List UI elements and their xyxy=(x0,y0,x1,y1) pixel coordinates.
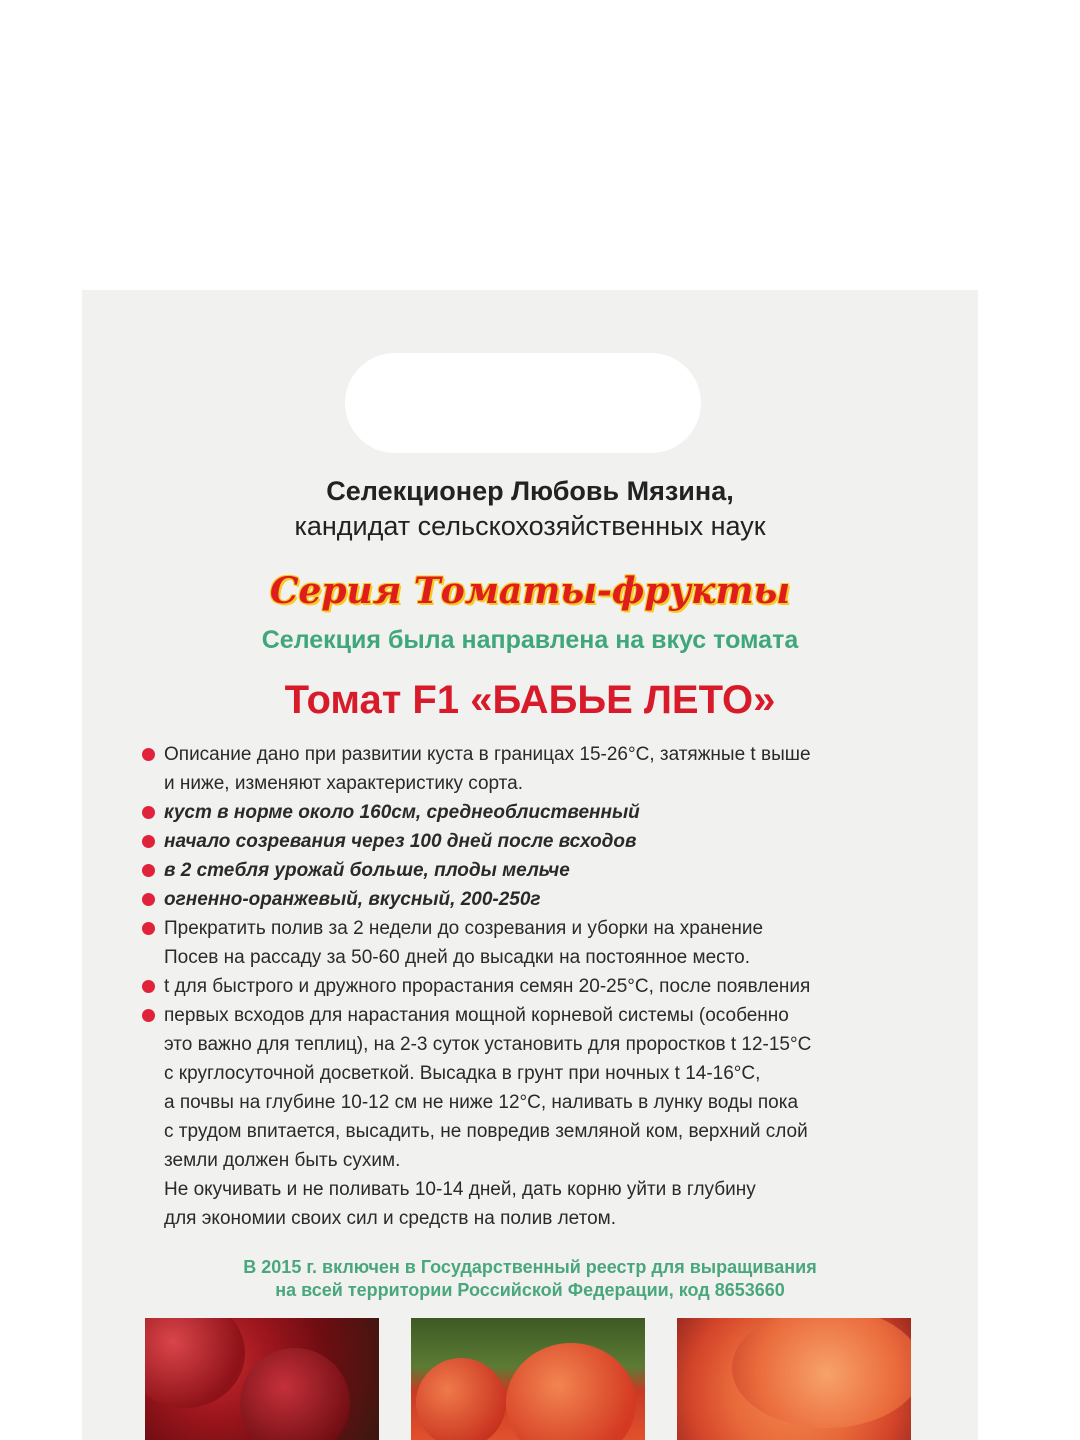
description-line xyxy=(140,798,940,827)
description-line xyxy=(140,1117,940,1146)
bullet-dot-icon xyxy=(142,864,155,877)
description-line-text: Посев на рассаду за 50-60 дней до высадки на постоянное место. xyxy=(164,947,750,968)
description-line xyxy=(140,943,940,972)
description-line-text: Прекратить полив за 2 недели до созревания и уборки на хранение xyxy=(164,918,764,939)
description-line xyxy=(140,1088,940,1117)
breeder-degree: кандидат сельскохозяйственных наук xyxy=(294,511,766,541)
description-line xyxy=(140,972,940,1001)
tomato-photo-sliced xyxy=(677,1318,911,1440)
product-title: Томат F1 «БАБЬЕ ЛЕТО» xyxy=(284,678,776,722)
description-line-text: с круглосуточной досветкой. Высадка в грунт при ночных t 14-16°C, xyxy=(164,1063,761,1084)
description-line xyxy=(140,827,940,856)
bullet-dot-icon xyxy=(142,1009,155,1022)
description-line-text: начало созревания через 100 дней после всходов xyxy=(164,831,637,852)
description-line-text: для экономии своих сил и средств на полив летом. xyxy=(164,1208,617,1229)
description-line-text: t для быстрого и дружного прорастания семян 20-25°C, после появления xyxy=(164,976,811,997)
description-line-text: Описание дано при развитии куста в границах 15-26°C, затяжные t выше xyxy=(164,744,811,765)
description-line-text: первых всходов для нарастания мощной корневой системы (особенно xyxy=(164,1005,789,1026)
description-line xyxy=(140,885,940,914)
bullet-dot-icon xyxy=(142,922,155,935)
description-line-text: это важно для теплиц), на 2-3 суток установить для проростков t 12-15°C xyxy=(164,1034,812,1055)
tomato-photo-on-vine xyxy=(411,1318,645,1440)
bullet-dot-icon xyxy=(142,806,155,819)
description-line xyxy=(140,1030,940,1059)
selection-note: Селекция была направлена на вкус томата xyxy=(261,626,799,654)
description-line xyxy=(140,1204,940,1233)
description-line-text: Не окучивать и не поливать 10-14 дней, дать корню уйти в глубину xyxy=(164,1179,756,1200)
description-line-text: а почвы на глубине 10-12 см не ниже 12°C, наливать в лунку воды пока xyxy=(164,1092,799,1113)
breeder-name: Селекционер Любовь Мязина, xyxy=(326,476,734,506)
bullet-dot-icon xyxy=(142,893,155,906)
bullet-dot-icon xyxy=(142,835,155,848)
seed-packet-back xyxy=(82,290,978,1440)
tomato-photo-dark-red xyxy=(145,1318,379,1440)
description-line xyxy=(140,740,940,769)
bullet-dot-icon xyxy=(142,980,155,993)
description-list xyxy=(140,740,940,1233)
bullet-dot-icon xyxy=(142,748,155,761)
description-line-text: огненно-оранжевый, вкусный, 200-250г xyxy=(164,889,541,910)
description-line-text: в 2 стебля урожай больше, плоды мельче xyxy=(164,860,570,881)
description-line-text: с трудом впитается, высадить, не повредив земляной ком, верхний слой xyxy=(164,1121,808,1142)
description-line-text: и ниже, изменяют характеристику сорта. xyxy=(164,773,524,794)
registry-line-1: В 2015 г. включен в Государственный реестр для выращивания xyxy=(243,1257,817,1277)
description-line-text: земли должен быть сухим. xyxy=(164,1150,401,1171)
registry-note xyxy=(82,1256,978,1302)
description-line xyxy=(140,856,940,885)
description-line xyxy=(140,914,940,943)
hang-hole xyxy=(345,353,701,453)
description-line xyxy=(140,1001,940,1030)
description-line xyxy=(140,1175,940,1204)
description-line xyxy=(140,1059,940,1088)
description-line xyxy=(140,769,940,798)
series-title: Серия Томаты-фрукты xyxy=(269,570,791,612)
description-line xyxy=(140,1146,940,1175)
description-line-text: куст в норме около 160см, среднеоблиственный xyxy=(164,802,640,823)
registry-line-2: на всей территории Российской Федерации, код 8653660 xyxy=(275,1280,785,1300)
